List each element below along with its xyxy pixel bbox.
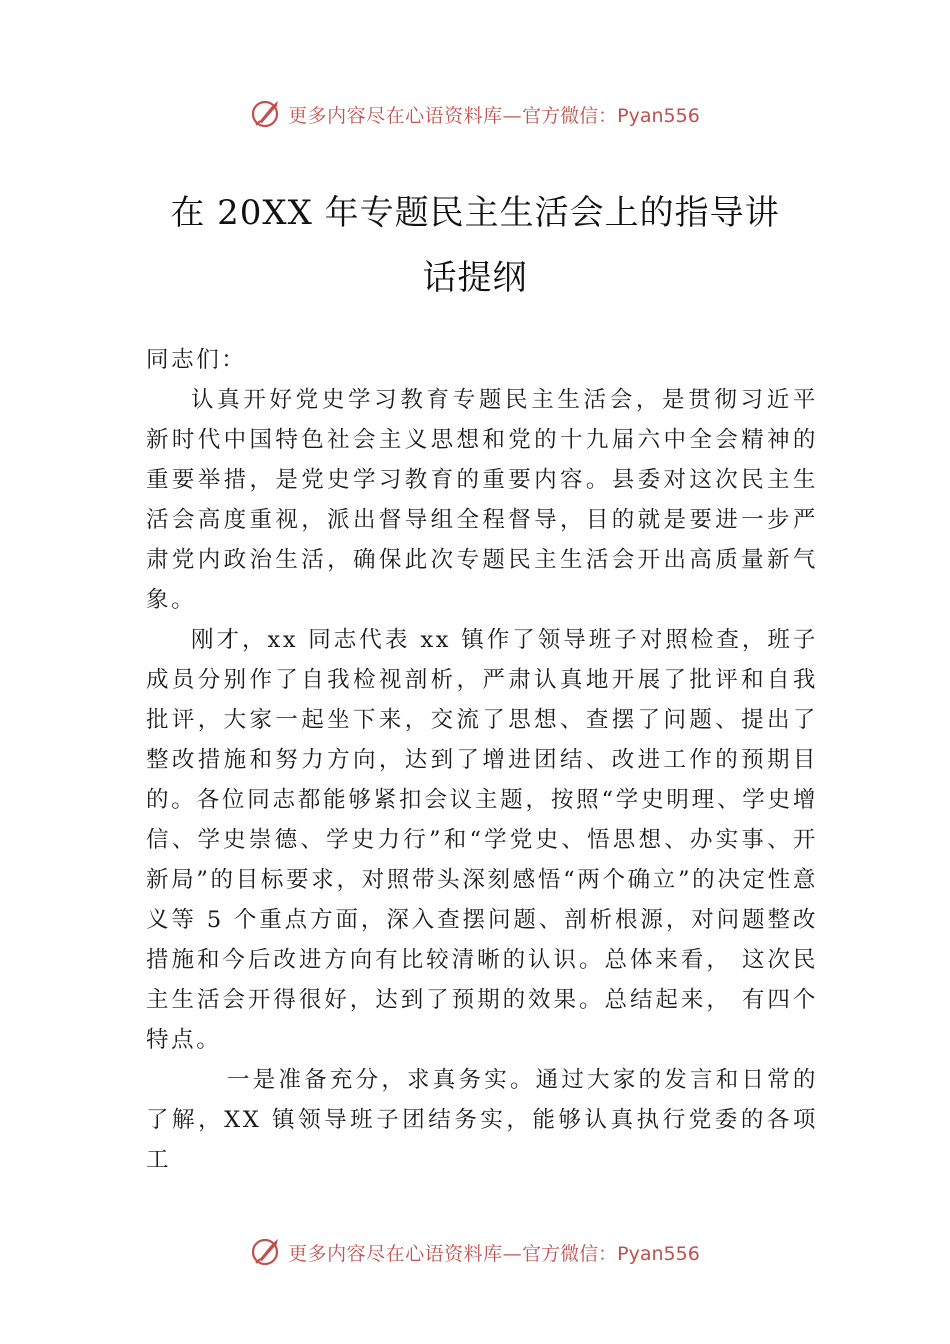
quill-logo-icon — [250, 1236, 282, 1268]
document-title-line-1: 在 20XX 年专题民主生活会上的指导讲 — [170, 193, 780, 233]
footer-watermark-banner — [0, 1232, 950, 1272]
banner-text: 更多内容尽在心语资料库— — [288, 1242, 523, 1265]
header-watermark-banner — [0, 94, 950, 134]
paragraph-2: 刚才，xx 同志代表 xx 镇作了领导班子对照检查，班子成员分别作了自我检视剖析，严肃认真地开展了批评和自我批评，大家一起坐下来，交流了思想、查摆了问题、提出了整改措施和努力方向，达到了增进团结、改进工作的预期目的。各位同志都能够紧扣会议主题，按照“学史明理、学史增信、学史崇德、学史力行”和“学党史、悟思想、办实事、开新局”的目标要求，对照带头深刻感悟“两个确立”的决定性意义等 5 个重点方面，深入查摆问题、剖析根源，对问题整改措施和今后改进方向有比较清晰的认识。总体来看， 这次民主生活会开得很好，达到了预期的效果。总结起来， 有四个特点。 — [146, 627, 818, 1053]
banner-contact: 官方微信：Pyan556 — [522, 1242, 700, 1265]
quill-logo-icon — [250, 98, 282, 130]
salutation: 同志们： — [146, 347, 247, 373]
document-body — [146, 340, 818, 1180]
paragraph-3: 一是准备充分，求真务实。通过大家的发言和日常的了解，XX 镇领导班子团结务实，能够认真执行党委的各项工 — [146, 1067, 818, 1173]
banner-contact: 官方微信：Pyan556 — [522, 104, 700, 127]
banner-text: 更多内容尽在心语资料库— — [288, 104, 523, 127]
paragraph-1: 认真开好党史学习教育专题民主生活会，是贯彻习近平新时代中国特色社会主义思想和党的十九届六中全会精神的重要举措，是党史学习教育的重要内容。县委对这次民主生活会高度重视，派出督导组全程督导，目的就是要进一步严肃党内政治生活，确保此次专题民主生活会开出高质量新气象。 — [146, 387, 818, 613]
document-title-line-2: 话提纲 — [422, 258, 528, 298]
